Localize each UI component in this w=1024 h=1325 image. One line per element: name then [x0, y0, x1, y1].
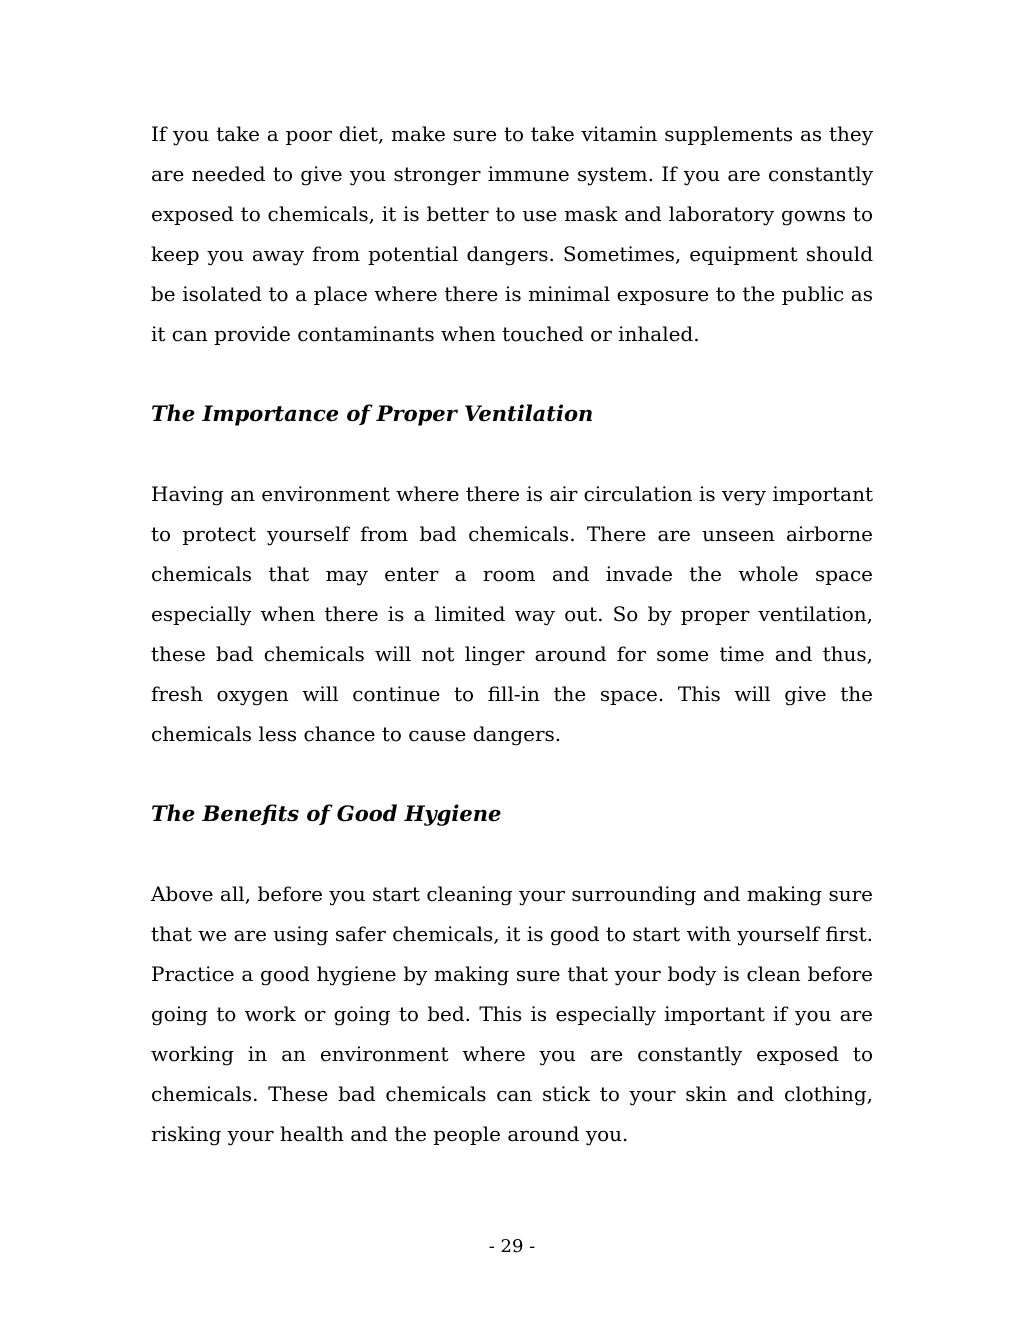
- page-content: [151, 114, 873, 1154]
- paragraph-ventilation: Having an environment where there is air circulation is very important to protect yourself from bad chemicals. There are unseen airborne chemicals that may enter a room and invade the whole space especially when there is a limited way out. So by proper ventilation, these bad chemicals will not linger around for some time and thus, fresh oxygen will continue to fill-in the space. This will give the chemicals less chance to cause dangers.: [151, 482, 873, 746]
- section-heading-ventilation: The Importance of Proper Ventilation: [151, 401, 594, 426]
- spacer: [151, 834, 873, 874]
- paragraph-hygiene: Above all, before you start cleaning your surrounding and making sure that we are using safer chemicals, it is good to start with yourself first. Practice a good hygiene by making sure that your body is clean before going to work or going to bed. This is especially important if you are working in an environment where you are constantly exposed to chemicals. These bad chemicals can stick to your skin and clothing, risking your health and the people around you.: [151, 882, 873, 1146]
- spacer: [151, 434, 873, 474]
- page-number: - 29 -: [488, 1236, 536, 1257]
- paragraph-diet-supplements: If you take a poor diet, make sure to take vitamin supplements as they are needed to give you stronger immune system. If you are constantly exposed to chemicals, it is better to use mask and laboratory gowns to keep you away from potential dangers. Sometimes, equipment should be isolated to a place where there is minimal exposure to the public as it can provide contaminants when touched or inhaled.: [151, 122, 873, 346]
- section-heading-hygiene: The Benefits of Good Hygiene: [151, 801, 502, 826]
- spacer: [151, 754, 873, 794]
- spacer: [151, 354, 873, 394]
